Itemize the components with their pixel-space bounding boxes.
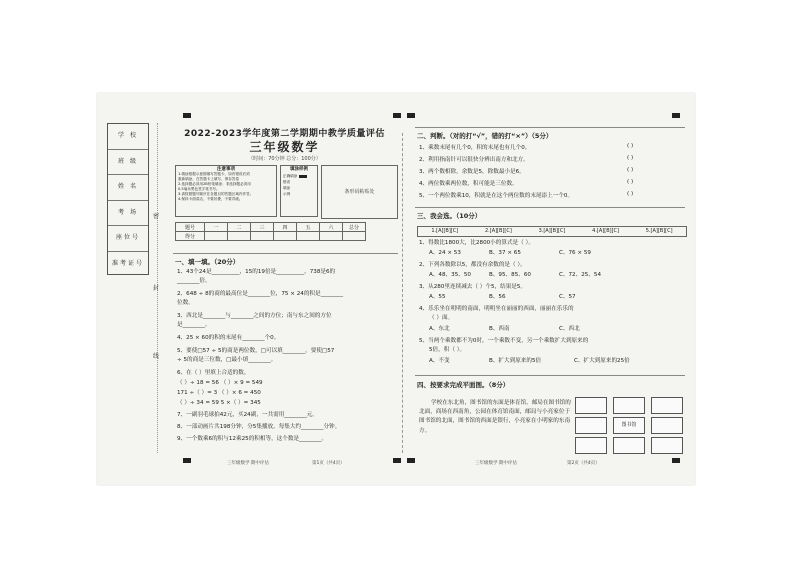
- score-head: 五: [297, 223, 320, 232]
- answer-bracket[interactable]: ( ): [627, 143, 634, 149]
- registration-mark: [393, 113, 401, 118]
- example-row: 填涂: [283, 186, 291, 190]
- note-line: 1.填涂根据示意图填写答题卡，如有错误后须: [178, 172, 250, 176]
- answer-option-group[interactable]: 1.[A][B][C]: [431, 228, 459, 234]
- section2-title: 二、判断。（对的打“√”，错的打“×”）（5分）: [417, 132, 553, 140]
- score-head: 三: [251, 223, 274, 232]
- choice-options: [429, 293, 619, 301]
- registration-mark: [183, 458, 191, 463]
- footer-left-name: 三年级数学 期中评估: [227, 461, 269, 466]
- score-head: 二: [228, 223, 251, 232]
- answer-option-group[interactable]: 2.[A][B][C]: [484, 228, 512, 234]
- exam-paper: [97, 93, 695, 485]
- plan-cell[interactable]: [651, 417, 683, 434]
- plan-cell[interactable]: [651, 397, 683, 414]
- fill-line: 是________。: [177, 322, 211, 328]
- choice-options: [429, 271, 619, 279]
- plan-cell[interactable]: [575, 397, 607, 414]
- score-head: 六: [320, 223, 343, 232]
- section-rule: [415, 207, 685, 208]
- plan-cell[interactable]: [575, 437, 607, 454]
- answer-bracket[interactable]: ( ): [627, 167, 634, 173]
- fill-line: （ ）÷ 18 = 56 （ ）× 9 = 549: [177, 380, 263, 386]
- choice-option: B、95、85、60: [489, 272, 531, 278]
- example-title: 填涂样例: [290, 167, 308, 172]
- answer-strip: [417, 226, 687, 237]
- fill-example-box: [280, 165, 318, 217]
- fill-line: 6、在（ ）里填上合适的数。: [177, 370, 250, 376]
- example-row: 错误: [283, 180, 291, 184]
- score-cell: [228, 232, 251, 241]
- judge-item: 2、利用指南针可以很快分辨出南方和北方。: [419, 157, 529, 163]
- choice-option: A、48、35、50: [429, 272, 471, 278]
- fill-line: 171 ÷（ ）= 3 （ ）× 6 = 450: [177, 390, 261, 396]
- fill-line: 9、一个数乘6的积与12乘25的积相等，这个数是________。: [177, 436, 328, 442]
- plan-cell[interactable]: [613, 437, 645, 454]
- note-line: 3.请按照题号顺序在各题目的答题区域内作答。: [178, 192, 254, 196]
- fill-line: 7、一副羽毛球拍42元，买24副，一共需用________元。: [177, 412, 318, 418]
- answer-option-group[interactable]: 3.[A][B][C]: [538, 228, 566, 234]
- footer-right-name: 三年级数学 期中评估: [475, 461, 517, 466]
- score-cell: [320, 232, 343, 241]
- score-head: 题号: [176, 223, 205, 232]
- fill-line: ________倍。: [177, 278, 211, 284]
- score-cell: [205, 232, 228, 241]
- choice-option: A、55: [429, 294, 446, 300]
- fill-line: 2、648 ÷ 8的商的最高位是________位，75 × 24的积是________: [177, 291, 343, 297]
- fill-line: 位数。: [177, 300, 194, 306]
- choice-question: 2、下列各数除以5，都没有余数的是（ ）。: [419, 262, 526, 268]
- choice-options: [429, 325, 619, 333]
- registration-mark: [672, 458, 680, 463]
- judge-item: 5、一个两位数乘10，积就是在这个两位数的末尾添上一个0。: [419, 193, 574, 199]
- plan-cell-library: 图书馆: [613, 417, 645, 434]
- note-line: 0.5毫米黑色签字笔书写。: [178, 187, 220, 191]
- registration-mark: [407, 458, 415, 463]
- choice-option: C、76 × 59: [559, 250, 591, 256]
- section1-title: 一、填一填。（20分）: [175, 258, 240, 266]
- page-divider: [402, 133, 403, 453]
- score-cell: [343, 232, 366, 241]
- answer-option-group[interactable]: 4.[A][B][C]: [592, 228, 619, 234]
- exam-title: 2022-2023学年度第二学期期中教学质量评估: [184, 129, 385, 139]
- info-class: 班 级: [108, 150, 148, 176]
- fill-line: 8、一部动画片共198分钟，分5集播放，每集大约________分钟。: [177, 424, 341, 430]
- choice-option: B、56: [489, 294, 506, 300]
- fill-line: 1、43个24是__________，15的19倍是__________，738是6的: [177, 269, 336, 275]
- choice-option: C、57: [559, 294, 576, 300]
- time-info: （时间：70分钟 总分：100分）: [248, 156, 321, 162]
- registration-mark: [183, 113, 191, 118]
- seal-char: 封: [153, 285, 160, 292]
- choice-option: C、西北: [559, 326, 580, 332]
- info-room: 考 场: [108, 201, 148, 227]
- choice-option: B、扩大到原来的5倍: [489, 358, 542, 364]
- note-line: 2.选择题必须用2B铅笔填涂；非选择题必须用: [178, 182, 251, 186]
- score-head: 总分: [343, 223, 366, 232]
- note-line: 4.保持卡面清洁，不要折叠，不要弄破。: [178, 197, 243, 201]
- exam-subject: 三年级数学: [249, 140, 320, 154]
- choice-option: B、西南: [489, 326, 510, 332]
- fill-line: 4、25 × 60的积的末尾有________个0。: [177, 335, 280, 341]
- answer-bracket[interactable]: ( ): [627, 191, 634, 197]
- note-line: 重新填涂，在答题卡上填写，保存答卷: [178, 177, 240, 181]
- info-seat: 座位号: [108, 226, 148, 252]
- judge-item: 3、两个数相除，余数是5，除数最小是6。: [419, 169, 525, 175]
- choice-question: 3、从280里连续减去（ ）个5，结果是5。: [419, 284, 527, 290]
- choice-option: C、72、25、54: [559, 272, 602, 278]
- choice-question: 1、得数比1800大，比2800小的算式是（ ）。: [419, 240, 534, 246]
- registration-mark: [393, 458, 401, 463]
- section-rule: [173, 253, 398, 254]
- choice-question: 4、乐乐坐在明明的南面，明明坐在丽丽的西面，丽丽在乐乐的: [419, 306, 574, 312]
- answer-bracket[interactable]: ( ): [627, 179, 634, 185]
- score-cell: [251, 232, 274, 241]
- seal-char: 密: [153, 213, 160, 220]
- section3-title: 三、我会选。（10分）: [417, 212, 482, 220]
- footer-right-page: 第2页（共4页）: [567, 461, 600, 466]
- choice-option: A、24 × 53: [429, 250, 461, 256]
- plan-cell[interactable]: [651, 437, 683, 454]
- choice-options: [429, 249, 619, 257]
- fill-line: （ ）÷ 34 = 59 5 ×（ ）= 345: [177, 400, 261, 406]
- choice-question-cont: （ ）面。: [429, 315, 454, 321]
- section-rule: [415, 127, 685, 128]
- judge-item: 4、两位数乘两位数，积可能是三位数。: [419, 181, 518, 187]
- example-row: 正确填涂: [283, 174, 298, 178]
- info-school: 学 校: [108, 124, 148, 150]
- fill-line: 3、西北是________与________之间的方位；南与东之间的方位: [177, 313, 332, 319]
- score-cell: [297, 232, 320, 241]
- answer-option-group[interactable]: 5.[A][B][C]: [645, 228, 673, 234]
- choice-option: C、扩大到原来的25倍: [574, 358, 630, 364]
- choice-options: [429, 357, 654, 365]
- score-cell: [274, 232, 297, 241]
- choice-option: A、东北: [429, 326, 450, 332]
- plan-cell[interactable]: [613, 397, 645, 414]
- fill-line: 5、要使□57 ÷ 5的商是两位数，□可以填________，要使□57: [177, 348, 335, 354]
- choice-option: B、37 × 65: [489, 250, 521, 256]
- plan-cell[interactable]: [575, 417, 607, 434]
- choice-option: A、不变: [429, 358, 450, 364]
- filled-mark-icon: [299, 175, 307, 178]
- section4-title: 四、按要求完成平面图。（8分）: [417, 381, 510, 389]
- registration-mark: [672, 113, 680, 118]
- fill-line: ÷ 5的商是三位数，□最小填________。: [177, 357, 277, 363]
- barcode-area: 条形码粘贴处: [321, 165, 398, 219]
- section-rule: [415, 375, 685, 376]
- score-head: 一: [205, 223, 228, 232]
- judge-item: 1、乘数末尾有几个0，积的末尾也有几个0。: [419, 145, 531, 151]
- score-label: 得分: [176, 232, 205, 241]
- choice-question-cont: 5倍，积（ ）。: [429, 347, 466, 353]
- choice-question: 5、当两个乘数都不为0时，一个乘数不变，另一个乘数扩大到原来的: [419, 338, 589, 344]
- score-table: [175, 222, 366, 241]
- student-info-box: [107, 123, 149, 275]
- info-exam-id: 准考证号: [111, 259, 144, 267]
- footer-left-page: 第1页（共4页）: [312, 461, 345, 466]
- answer-bracket[interactable]: ( ): [627, 155, 634, 161]
- registration-mark: [407, 113, 415, 118]
- score-head: 四: [274, 223, 297, 232]
- notes-box: [175, 165, 277, 217]
- info-name: 姓 名: [108, 175, 148, 201]
- notes-title: 注意事项: [217, 167, 235, 172]
- map-passage: 学校在东北角，图书馆的东面是体育馆，邮局在图书馆的北面，商场在西南角，公园在体育馆南面，邮局与小亮家位于图书馆的北面，图书馆的西面是银行，小亮家在小明家的东南方。: [419, 400, 571, 434]
- example-row: 示例: [283, 192, 291, 196]
- seal-char: 线: [153, 353, 160, 360]
- plan-grid: [575, 397, 683, 453]
